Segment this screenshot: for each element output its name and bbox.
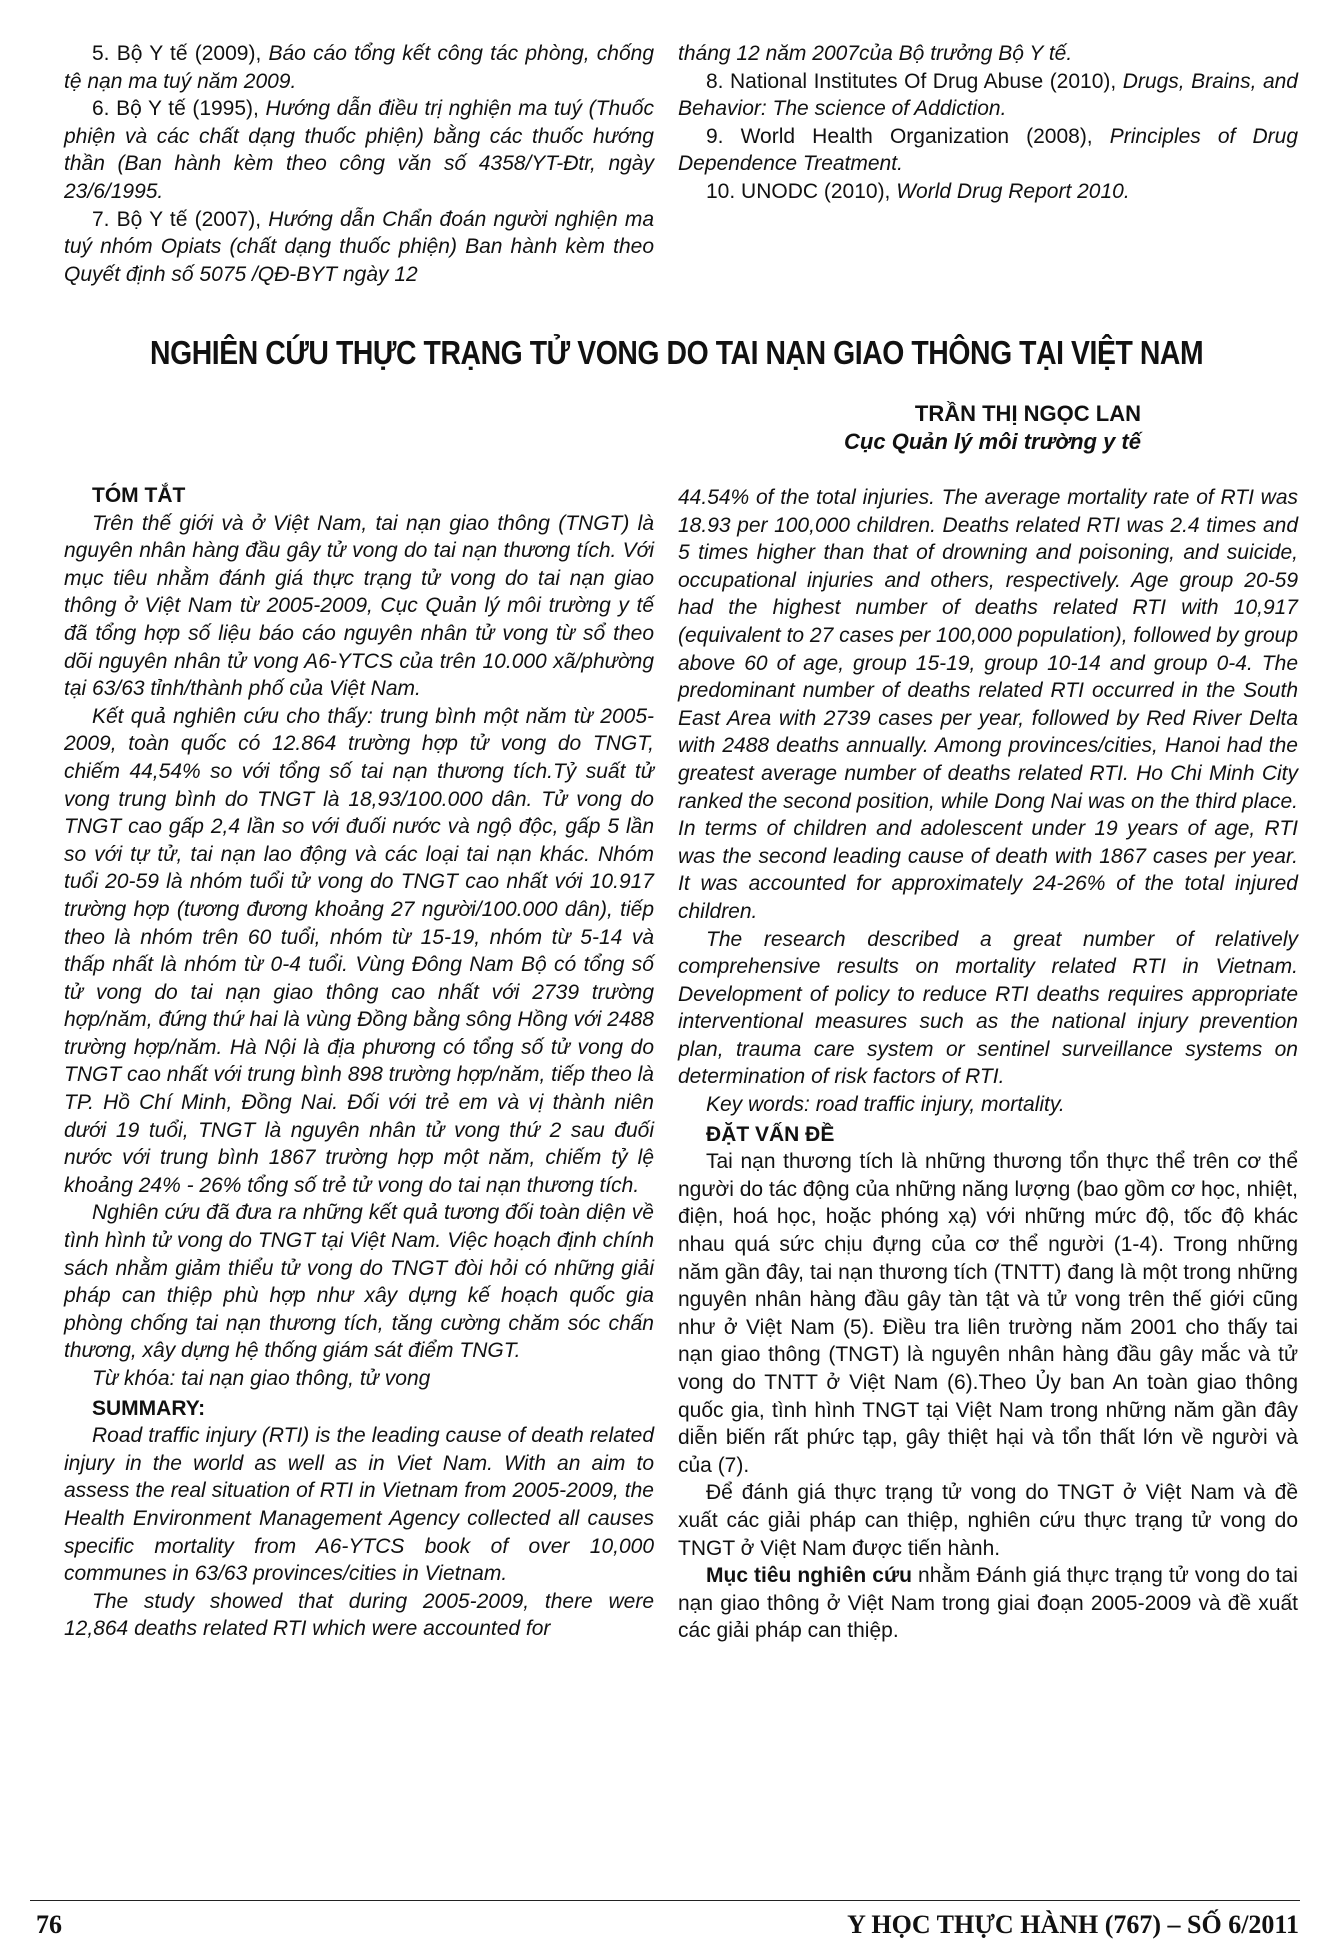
right-column — [678, 484, 1298, 1645]
summary-paragraph: 44.54% of the total injuries. The average mortality rate of RTI was 18.93 per 100,000 children. Deaths related RTI was 2.4 times and 5 times higher than that of drowning and poisoning, and suicide, occupational injuries and others, respectively. Age group 20-59 had the highest number of deaths related RTI with 10,917 (equivalent to 27 cases per 100,000 population), followed by group above 60 of age, group 15-19, group 10-14 and group 0-4. The predominant number of deaths related RTI occurred in the South East Area with 2739 cases per year, followed by Red River Delta with 2488 deaths annually. Among provinces/cities, Hanoi had the greatest average number of deaths related RTI. Ho Chi Minh City ranked the second position, while Dong Nai was on the third place. In terms of children and adolescent under 19 years of age, RTI was the second leading cause of death with 1867 cases per year. It was accounted for approximately 24-26% of the total injured children. — [678, 486, 1298, 923]
author-name: TRẦN THỊ NGỌC LAN — [914, 401, 1141, 426]
reference-title: Principles of Drug Dependence Treatment. — [678, 124, 1298, 176]
references-right — [678, 40, 1298, 206]
reference-source: 10. UNODC (2010), — [706, 179, 897, 203]
body-paragraph: Để đánh giá thực trạng tử vong do TNGT ở Việt Nam và đề xuất các giải pháp can thiệp, nghiên cứu thực trạng tử vong do TNGT ở Việt Nam được tiến hành. — [678, 1481, 1298, 1560]
abstract-heading-vi: TÓM TẮT — [92, 484, 186, 507]
reference-item — [678, 68, 1298, 123]
reference-source: 8. National Institutes Of Drug Abuse (2010), — [706, 69, 1123, 93]
journal-name: Y HỌC THỰC HÀNH (767) – SỐ 6/2011 — [847, 1910, 1299, 1939]
abstract-paragraph: Nghiên cứu đã đưa ra những kết quả tương đối toàn diện về tình hình tử vong do TNGT tại Việt Nam. Việc hoạch định chính sách nhằm giảm thiểu tử vong do TNGT đòi hỏi có những giải pháp can thiệp phù hợp như xây dựng kế hoạch quốc gia phòng chống tai nạn thương tích, tăng cường chăm sóc chấn thương, xây dựng hệ thống giám sát điểm TNGT. — [64, 1201, 654, 1363]
reference-source: 6. Bộ Y tế (1995), — [92, 97, 266, 121]
reference-title: Hướng dẫn điều trị nghiện ma tuý (Thuốc phiện và các chất dạng thuốc phiện) bằng các thuốc hướng thần (Ban hành kèm theo công văn số 4358/YT-Đtr, ngày 23/6/1995. — [64, 97, 654, 203]
left-column — [64, 480, 654, 1643]
references-left — [64, 40, 654, 288]
objective-text: nhằm Đánh giá thực trạng tử vong do tai nạn giao thông ở Việt Nam trong giai đoạn 2005-2009 và đề xuất các giải pháp can thiệp. — [678, 1564, 1298, 1643]
reference-title: Báo cáo tổng kết công tác phòng, chống tệ nạn ma tuý năm 2009. — [64, 42, 655, 93]
reference-item — [64, 40, 654, 95]
reference-title: tháng 12 năm 2007của Bộ trưởng Bộ Y tế. — [678, 42, 1073, 65]
reference-title: World Drug Report 2010. — [896, 179, 1130, 203]
keywords-en: Key words: road traffic injury, mortality. — [706, 1093, 1065, 1117]
abstract-paragraph: Kết quả nghiên cứu cho thấy: trung bình một năm từ 2005-2009, toàn quốc có 12.864 trường hợp tử vong do TNGT, chiếm 44,54% so với tổng số tai nạn thương tích.Tỷ suất tử vong trung bình do TNGT là 18,93/100.000 dân. Tử vong do TNGT cao gấp 2,4 lần so với đuối nước và ngộ độc, gấp 5 lần so với tự tử, tai nạn lao động và các loại tai nạn khác. Nhóm tuổi 20-59 là nhóm tuổi tử vong do TNGT cao nhất với 10.917 trường hợp (tương đương khoảng 27 người/100.000 dân), tiếp theo là nhóm trên 60 tuổi, nhóm từ 15-19, nhóm từ 5-14 và thấp nhất là nhóm từ 0-4 tuổi. Vùng Đông Nam Bộ có tổng số tử vong do tai nạn giao thông cao nhất với 2739 trường hợp/năm, đứng thứ hai là vùng Đồng bằng sông Hồng với 2488 trường hợp/năm. Hà Nội là địa phương có tổng số tử vong do TNGT cao nhất với trung bình 898 trường hợp/năm, tiếp theo là TP. Hồ Chí Minh, Đồng Nai. Đối với trẻ em và vị thành niên dưới 19 tuổi, TNGT là nguyên nhân tử vong thứ 2 sau đuối nước với trung bình 1867 trường hợp một năm, chiếm tỷ lệ khoảng 24% - 26% tổng số trẻ tử vong do tai nạn thương tích. — [64, 704, 654, 1197]
reference-item — [64, 206, 654, 289]
summary-paragraph: Road traffic injury (RTI) is the leading cause of death related injury in the world as well as in Viet Nam. With an aim to assess the real situation of RTI in Vietnam from 2005-2009, the Health Environment Management Agency collected all causes specific mortality from A6-YTCS book of over 10,000 communes in 63/63 provinces/cities in Vietnam. — [64, 1424, 654, 1586]
summary-paragraph: The research described a great number of relatively comprehensive results on mortality related RTI in Vietnam. Development of policy to reduce RTI deaths requires appropriate interventional measures such as the national injury prevention plan, trauma care system or sentinel surveillance systems on determination of risk factors of RTI. — [678, 927, 1298, 1089]
reference-item — [678, 178, 1298, 206]
author-affiliation: Cục Quản lý môi trường y tế — [844, 429, 1141, 454]
reference-item — [678, 123, 1298, 178]
objective-paragraph — [678, 1562, 1298, 1645]
author-block — [844, 400, 1141, 456]
summary-paragraph: The study showed that during 2005-2009, there were 12,864 deaths related RTI which were accounted for — [64, 1589, 654, 1641]
section-heading-introduction: ĐẶT VẤN ĐỀ — [706, 1122, 835, 1146]
article-title: NGHIÊN CỨU THỰC TRẠNG TỬ VONG DO TAI NẠN GIAO THÔNG TẠI VIỆT NAM — [150, 334, 1204, 371]
objective-label: Mục tiêu nghiên cứu — [706, 1564, 912, 1588]
page-number: 76 — [36, 1910, 62, 1939]
abstract-paragraph: Trên thế giới và ở Việt Nam, tai nạn giao thông (TNGT) là nguyên nhân hàng đầu gây tử vong do tai nạn thương tích. Với mục tiêu nhằm đánh giá thực trạng tử vong do tai nạn giao thông ở Việt Nam từ 2005-2009, Cục Quản lý môi trường y tế đã tổng hợp số liệu báo cáo nguyên nhân tử vong từ sổ theo dõi nguyên nhân tử vong A6-YTCS của trên 10.000 xã/phường tại 63/63 tỉnh/thành phố của Việt Nam. — [64, 511, 654, 701]
keywords-vi: Từ khóa: tai nạn giao thông, tử vong — [92, 1367, 431, 1390]
body-paragraph: Tai nạn thương tích là những thương tổn thực thể trên cơ thể người do tác động của những năng lượng (bao gồm cơ học, nhiệt, điện, hoá học, hoặc phóng xạ) với những mức độ, tốc độ khác nhau quá sức chịu đựng của cơ thể người (1-4). Trong những năm gần đây, tai nạn thương tích (TNTT) đang là một trong những nguyên nhân hàng đầu gây tàn tật và tử vong trên thế giới cũng như ở Việt Nam (5). Điều tra liên trường năm 2001 cho thấy tai nạn giao thông (TNGT) là nguyên nhân hàng đầu gây mắc và tử vong do TNTT ở Việt Nam (6).Theo Ủy ban An toàn giao thông quốc gia, tình hình TNGT tại Việt Nam trong những năm gần đây diễn biến rất phức tạp, gây thiệt hại và tổn thất lớn về người và của (7). — [678, 1150, 1298, 1477]
reference-source: 7. Bộ Y tế (2007), — [92, 207, 269, 231]
reference-title: Drugs, Brains, and Behavior: The science of Addiction. — [678, 69, 1298, 121]
reference-title: Hướng dẫn Chẩn đoán người nghiện ma tuý nhóm Opiats (chất dạng thuốc phiện) Ban hành kèm theo Quyết định số 5075 /QĐ-BYT ngày 12 — [64, 207, 654, 286]
reference-item — [64, 95, 654, 205]
footer-rule — [30, 1900, 1300, 1901]
reference-item — [678, 40, 1298, 68]
reference-source: 9. World Health Organization (2008), — [706, 124, 1110, 148]
summary-heading: SUMMARY: — [92, 1396, 206, 1420]
reference-source: 5. Bộ Y tế (2009), — [92, 42, 269, 65]
